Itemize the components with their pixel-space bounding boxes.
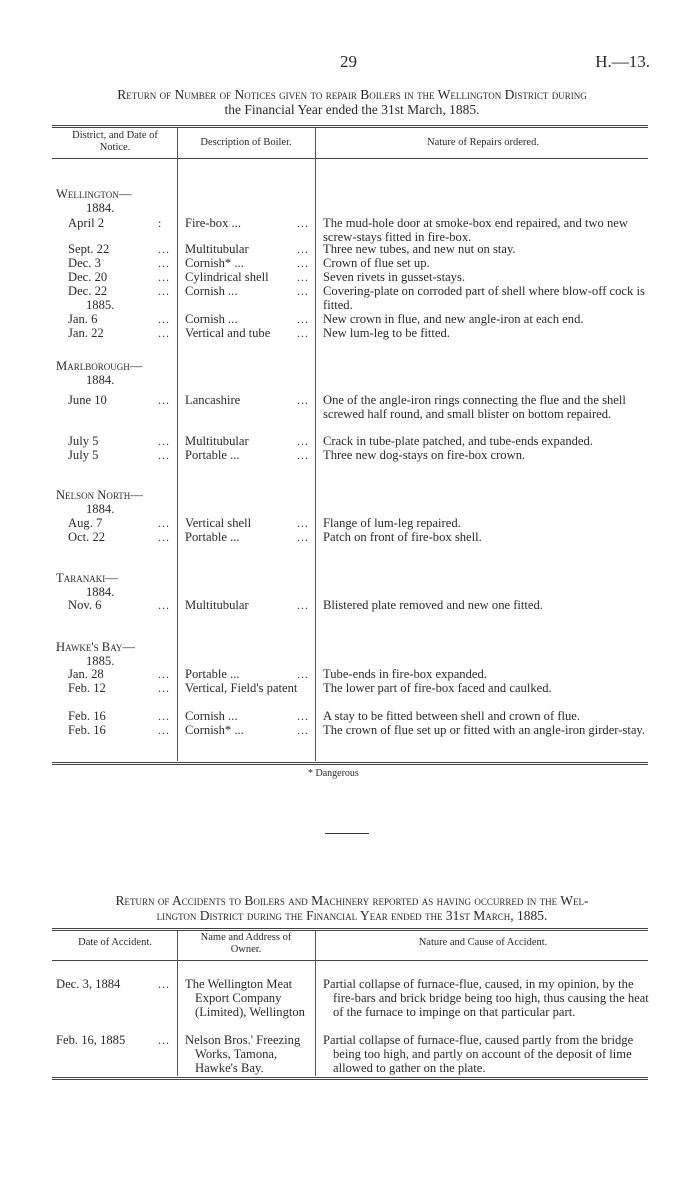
district-heading: Hawke's Bay— [56, 640, 135, 654]
repair-nature: New crown in flue, and new angle-iron at each end. [323, 312, 584, 326]
notice-date: April 2 [68, 216, 105, 230]
table1-header-rule [52, 158, 648, 159]
leader-dots: ... [297, 434, 309, 448]
district-heading: Taranaki— [56, 571, 118, 585]
page-number: 29 [340, 52, 357, 71]
repair-nature: Three new dog-stays on fire-box crown. [323, 448, 526, 462]
boiler-description: Lancashire [185, 393, 241, 407]
leader-dots: : [158, 216, 163, 230]
notice-date: July 5 [68, 434, 99, 448]
notice-date: Jan. 22 [68, 326, 104, 340]
leader-dots: ... [158, 530, 170, 544]
table1-header-description: Description of Boiler. [200, 137, 292, 148]
leader-dots: ... [297, 284, 309, 298]
table1-header-nature: Nature of Repairs ordered. [427, 137, 539, 148]
leader-dots: ... [297, 598, 309, 612]
table2-header-nature: Nature and Cause of Accident. [418, 937, 548, 948]
leader-dots: ... [158, 393, 170, 407]
district-heading: Nelson North— [56, 488, 143, 502]
leader-dots: ... [158, 667, 170, 681]
notice-date: Sept. 22 [68, 242, 110, 256]
notice-date: July 5 [68, 448, 99, 462]
table1-title-line2: the Financial Year ended the 31st March, 1885. [224, 102, 480, 117]
leader-dots: ... [297, 723, 309, 737]
table2-bottom-rule [52, 1077, 648, 1080]
boiler-description: Cornish ... [185, 312, 238, 326]
year-label: 1885. [86, 654, 115, 668]
repair-nature: The crown of flue set up or fitted with an angle-iron girder-stay. [323, 723, 646, 737]
boiler-description: Cylindrical shell [185, 270, 269, 284]
boiler-description: Multitubular [185, 434, 249, 448]
repair-nature: Flange of lum-leg repaired. [323, 516, 461, 530]
footnote: * Dangerous [308, 768, 359, 779]
repair-nature: Covering-plate on corroded part of shell where blow-off cock is fitted. [323, 284, 645, 312]
leader-dots: ... [158, 598, 170, 612]
accident-date: Dec. 3, 1884 [56, 977, 121, 991]
leader-dots: ... [297, 312, 309, 326]
table1-header-district: District, and Date of Notice. [72, 130, 158, 153]
year-label: 1885. [86, 298, 115, 312]
table2-title-line2: lington District during the Financial Year ended the 31st March, 1885. [156, 908, 548, 923]
leader-dots: ... [158, 709, 170, 723]
table1-col-divider-1 [177, 128, 178, 761]
table1-title-line1: Return of Number of Notices given to repair Boilers in the Wellington District during [117, 87, 587, 102]
repair-nature: Blistered plate removed and new one fitted. [323, 598, 543, 612]
leader-dots: ... [297, 530, 309, 544]
table2-header-owner: Name and Address of Owner. [200, 932, 292, 955]
notice-date: Dec. 3 [68, 256, 101, 270]
boiler-description: Multitubular [185, 598, 249, 612]
page-reference: H.—13. [595, 52, 650, 71]
notice-date: Jan. 6 [68, 312, 98, 326]
boiler-description: Cornish* ... [185, 256, 244, 270]
table2-header-date: Date of Accident. [78, 937, 152, 948]
repair-nature: Crack in tube-plate patched, and tube-ends expanded. [323, 434, 593, 448]
repair-nature: The mud-hole door at smoke-box end repaired, and two new screw-stays fitted in fire-box. [323, 216, 628, 244]
boiler-description: Portable ... [185, 667, 240, 681]
boiler-description: Cornish ... [185, 709, 238, 723]
repair-nature: Tube-ends in fire-box expanded. [323, 667, 487, 681]
leader-dots: ... [158, 434, 170, 448]
table2-title-line1: Return of Accidents to Boilers and Machinery reported as having occurred in the Wel- [115, 893, 589, 908]
repair-nature: Three new tubes, and new nut on stay. [323, 242, 516, 256]
notice-date: Aug. 7 [68, 516, 103, 530]
leader-dots: ... [158, 270, 170, 284]
year-label: 1884. [86, 201, 115, 215]
leader-dots: ... [158, 1033, 170, 1047]
leader-dots: ... [297, 326, 309, 340]
boiler-description: Vertical, Field's patent [185, 681, 298, 695]
district-heading: Marlborough— [56, 359, 143, 373]
repair-nature: Crown of flue set up. [323, 256, 430, 270]
notice-date: Dec. 22 [68, 284, 108, 298]
table2-header-rule [52, 960, 648, 961]
repair-nature: A stay to be fitted between shell and crown of flue. [323, 709, 581, 723]
leader-dots: ... [297, 448, 309, 462]
accident-nature: Partial collapse of furnace-flue, caused partly from the bridge being too high, and partly on account of the deposit of lime allowed to gather on the plate. [323, 1033, 634, 1075]
notice-date: Dec. 20 [68, 270, 108, 284]
leader-dots: ... [158, 256, 170, 270]
notice-date: June 10 [68, 393, 107, 407]
year-label: 1884. [86, 585, 115, 599]
table1-top-rule [52, 125, 648, 128]
boiler-description: Cornish ... [185, 284, 238, 298]
notice-date: Feb. 16 [68, 709, 106, 723]
boiler-description: Portable ... [185, 448, 240, 462]
year-label: 1884. [86, 373, 115, 387]
repair-nature: One of the angle-iron rings connecting the flue and the shell screwed half round, and small blister on bottom repaired. [323, 393, 626, 421]
leader-dots: ... [297, 393, 309, 407]
leader-dots: ... [297, 667, 309, 681]
boiler-description: Vertical and tube [185, 326, 271, 340]
notice-date: Feb. 16 [68, 723, 106, 737]
year-label: 1884. [86, 502, 115, 516]
notice-date: Feb. 12 [68, 681, 106, 695]
boiler-description: Cornish* ... [185, 723, 244, 737]
section-separator [325, 833, 369, 834]
notice-date: Oct. 22 [68, 530, 106, 544]
leader-dots: ... [297, 709, 309, 723]
table1-bottom-rule [52, 762, 648, 765]
owner-name-address: Nelson Bros.' Freezing Works, Tamona, Hawke's Bay. [185, 1033, 301, 1075]
boiler-description: Fire-box ... [185, 216, 241, 230]
leader-dots: ... [297, 256, 309, 270]
leader-dots: ... [297, 242, 309, 256]
leader-dots: ... [158, 977, 170, 991]
leader-dots: ... [158, 516, 170, 530]
leader-dots: ... [158, 284, 170, 298]
repair-nature: Seven rivets in gusset-stays. [323, 270, 466, 284]
boiler-description: Multitubular [185, 242, 249, 256]
leader-dots: ... [158, 242, 170, 256]
leader-dots: ... [158, 312, 170, 326]
leader-dots: ... [158, 448, 170, 462]
leader-dots: ... [297, 216, 309, 230]
leader-dots: ... [158, 723, 170, 737]
table1-col-divider-2 [315, 128, 316, 761]
notice-date: Jan. 28 [68, 667, 104, 681]
repair-nature: The lower part of fire-box faced and caulked. [323, 681, 552, 695]
table2-top-rule [52, 928, 648, 931]
boiler-description: Vertical shell [185, 516, 252, 530]
notice-date: Nov. 6 [68, 598, 102, 612]
leader-dots: ... [158, 326, 170, 340]
table2-col-divider-1 [177, 931, 178, 1076]
accident-date: Feb. 16, 1885 [56, 1033, 126, 1047]
owner-name-address: The Wellington Meat Export Company (Limited), Wellington [185, 977, 305, 1019]
leader-dots: ... [297, 516, 309, 530]
repair-nature: New lum-leg to be fitted. [323, 326, 450, 340]
district-heading: Wellington— [56, 187, 132, 201]
leader-dots: ... [297, 270, 309, 284]
accident-nature: Partial collapse of furnace-flue, caused, in my opinion, by the fire-bars and brick bridge being too high, thus causing the heat of the furnace to impinge on that particular part. [323, 977, 649, 1019]
leader-dots: ... [158, 681, 170, 695]
boiler-description: Portable ... [185, 530, 240, 544]
repair-nature: Patch on front of fire-box shell. [323, 530, 482, 544]
